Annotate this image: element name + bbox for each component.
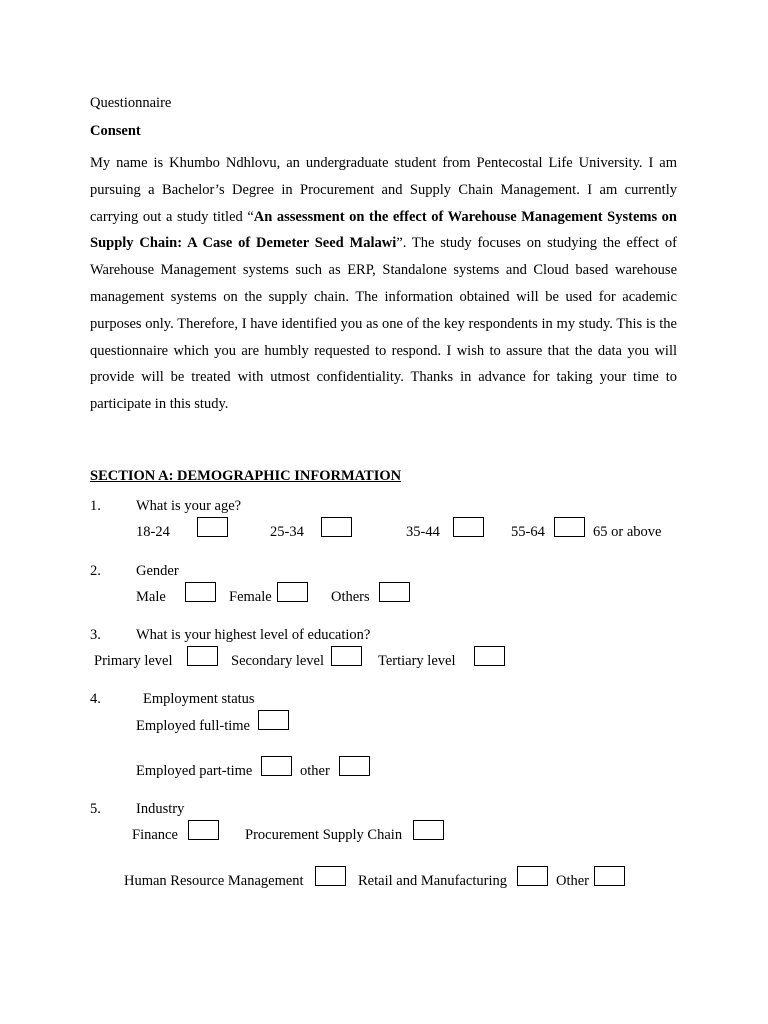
q3-checkbox-secondary[interactable]	[331, 646, 362, 666]
q5-option-label: Procurement Supply Chain	[245, 827, 403, 843]
q5-option-label: Human Resource Management	[124, 873, 304, 889]
study-title: An assessment on the effect of Warehouse Management Systems on Supply Chain: A Case of Demeter Seed Malawi	[90, 208, 677, 252]
q5-option-label: Finance	[132, 827, 178, 843]
q2-option-label: Others	[331, 589, 370, 605]
q4-option-label: Employed full-time	[136, 718, 250, 734]
q3-option-label: Primary level	[94, 653, 173, 669]
q5-checkbox-retail[interactable]	[517, 866, 548, 886]
q3-checkbox-tertiary[interactable]	[474, 646, 505, 666]
q1-checkbox-55-64[interactable]	[554, 517, 585, 537]
consent-text-body: ”. The study focuses on studying the effect of Warehouse Management systems such as ERP, Standalone systems and Cloud based warehouse management systems on the supply chain. The information obtained will be used for academic purposes only. Therefore, I have identified you as one of the key respondents in my study. This is the questionnaire which you are humbly requested to respond. I wish to assure that the data you will provide will be treated with utmost confidentiality. Thanks in advance for taking your time to participate in this study.	[90, 235, 677, 413]
q3-option-label: Tertiary level	[378, 653, 456, 669]
q1-checkbox-18-24[interactable]	[197, 517, 228, 537]
q1-question: What is your age?	[136, 498, 242, 514]
q1-option-label: 18-24	[136, 524, 170, 540]
q3-question: What is your highest level of education?	[136, 627, 371, 643]
q2-number: 2.	[90, 563, 101, 579]
q5-checkbox-procurement[interactable]	[413, 820, 444, 840]
q5-checkbox-other[interactable]	[594, 866, 625, 886]
q2-option-label: Male	[136, 589, 166, 605]
document-title: Questionnaire	[90, 95, 172, 111]
q5-number: 5.	[90, 801, 101, 817]
q1-option-label: 55-64	[511, 524, 545, 540]
q2-question: Gender	[136, 563, 179, 579]
q5-checkbox-finance[interactable]	[188, 820, 219, 840]
q5-option-label: Retail and Manufacturing	[358, 873, 507, 889]
q4-option-label: other	[300, 763, 330, 779]
consent-heading: Consent	[90, 123, 141, 139]
section-a-heading: SECTION A: DEMOGRAPHIC INFORMATION	[90, 468, 402, 484]
q1-checkbox-35-44[interactable]	[453, 517, 484, 537]
q5-checkbox-hr[interactable]	[315, 866, 346, 886]
q2-checkbox-male[interactable]	[185, 582, 216, 602]
consent-paragraph	[90, 150, 677, 418]
q2-option-label: Female	[229, 589, 272, 605]
q3-option-label: Secondary level	[231, 653, 325, 669]
q3-number: 3.	[90, 627, 101, 643]
consent-text-intro: My name is Khumbo Ndhlovu, an undergraduate student from Pentecostal Life University. I am pursuing a Bachelor’s Degree in Procurement and Supply Chain Management. I am currently carrying out a study titled “	[90, 155, 677, 225]
q1-option-label: 25-34	[270, 524, 304, 540]
q4-checkbox-full-time[interactable]	[258, 710, 289, 730]
q4-option-label: Employed part-time	[136, 763, 253, 779]
q1-option-label: 35-44	[406, 524, 440, 540]
q4-checkbox-other[interactable]	[339, 756, 370, 776]
q1-option-label: 65 or above	[593, 524, 662, 540]
q5-option-label: Other	[556, 873, 590, 889]
q1-checkbox-25-34[interactable]	[321, 517, 352, 537]
q3-checkbox-primary[interactable]	[187, 646, 218, 666]
q2-checkbox-female[interactable]	[277, 582, 308, 602]
q1-number: 1.	[90, 498, 101, 514]
q5-question: Industry	[136, 801, 185, 817]
q4-question: Employment status	[143, 691, 255, 707]
q2-checkbox-others[interactable]	[379, 582, 410, 602]
q4-checkbox-part-time[interactable]	[261, 756, 292, 776]
q4-number: 4.	[90, 691, 101, 707]
